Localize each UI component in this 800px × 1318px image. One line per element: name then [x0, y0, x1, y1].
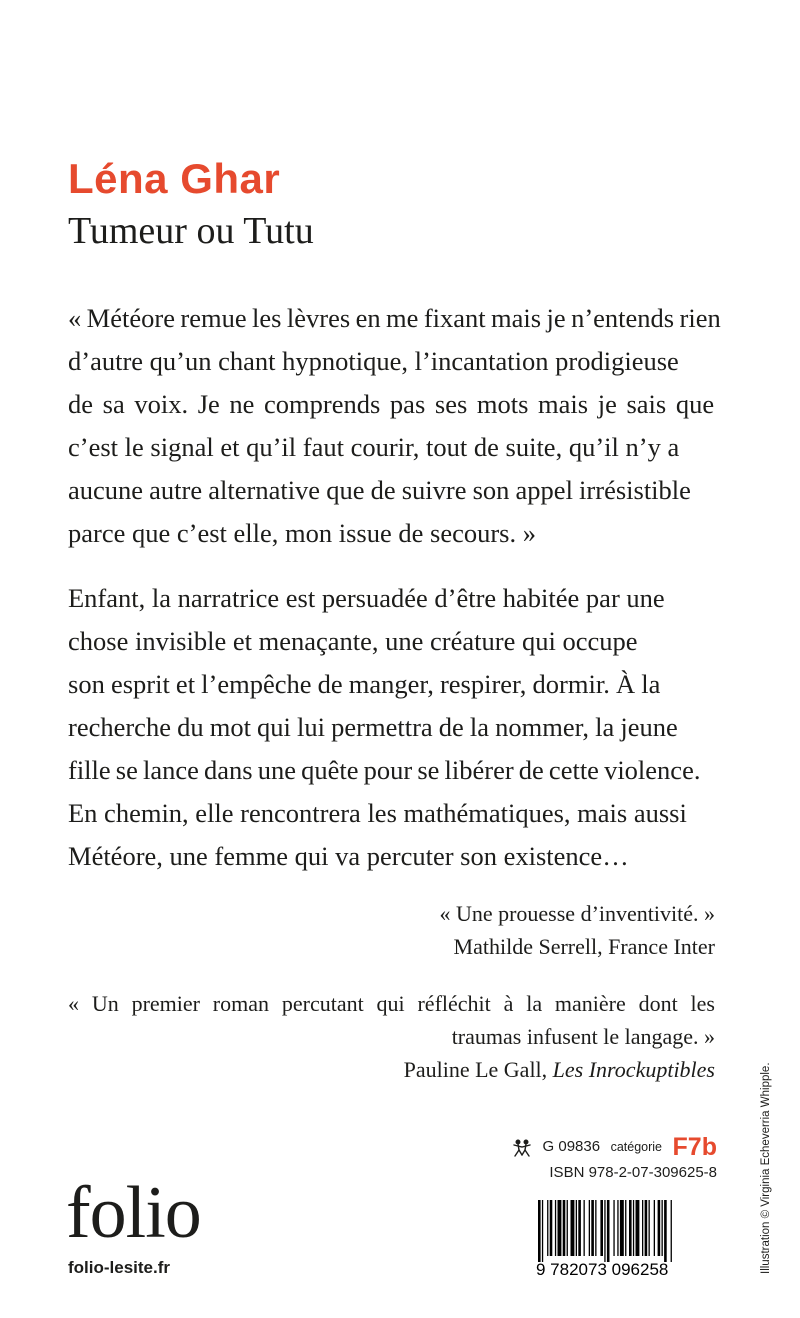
category-code: F7b: [672, 1133, 717, 1161]
barcode-bar: [662, 1200, 663, 1256]
catalog-ref: G 09836: [542, 1138, 601, 1155]
barcode-bar: [567, 1200, 568, 1256]
barcode-bar: [625, 1200, 626, 1256]
excerpt-line: de sa voix. Je ne comprends pas ses mots mais je sais que: [68, 389, 715, 419]
summary-line: Enfant, la narratrice est persuadée d’être habitée par une: [68, 583, 665, 613]
illustration-credit: Illustration © Virginia Echeverria Whipple.: [760, 1062, 772, 1274]
barcode-bar: [538, 1200, 541, 1262]
barcode-bar: [649, 1200, 650, 1256]
review-2-source-name: Pauline Le Gall,: [403, 1057, 553, 1082]
review-2-quote-line: traumas infusent le langage. »: [451, 1024, 715, 1049]
barcode-bar: [589, 1200, 590, 1256]
barcode-bar: [613, 1200, 614, 1256]
isbn-barcode: [534, 1200, 716, 1278]
summary-line: Météore, une femme qui va percuter son existence…: [68, 841, 629, 871]
catalog-codes: [512, 1133, 717, 1184]
barcode-bar: [604, 1200, 605, 1262]
category-label: catégorie: [610, 1140, 663, 1154]
excerpt-paragraph: [68, 297, 720, 555]
review-1-source: Mathilde Serrell, France Inter: [453, 934, 715, 959]
barcode-bar: [671, 1200, 672, 1262]
barcode-bar: [563, 1200, 566, 1256]
publisher-website: folio-lesite.fr: [68, 1258, 171, 1277]
barcode-bar: [642, 1200, 643, 1256]
book-title: Tumeur ou Tutu: [68, 210, 314, 252]
review-2-source-publication: Les Inrockuptibles: [552, 1057, 715, 1082]
barcode-bar: [645, 1200, 648, 1256]
barcode-bar: [542, 1200, 543, 1262]
barcode-bar: [600, 1200, 603, 1256]
excerpt-line: d’autre qu’un chant hypnotique, l’incantation prodigieuse: [68, 346, 679, 376]
folio-logo: folio: [66, 1172, 201, 1254]
review-2: [68, 987, 715, 1086]
barcode-bar: [550, 1200, 553, 1256]
excerpt-line: « Météore remue les lèvres en me fixant mais je n’entends rien: [68, 303, 721, 333]
review-2-source: [68, 1053, 715, 1086]
summary-line: fille se lance dans une quête pour se libérer de cette violence.: [68, 755, 701, 785]
dancers-icon: [512, 1138, 532, 1158]
barcode-bar: [658, 1200, 661, 1256]
review-1-quote: « Une prouesse d’inventivité. »: [439, 901, 715, 926]
author-name: Léna Ghar: [68, 155, 281, 202]
barcode-bar: [547, 1200, 548, 1256]
barcode-bar: [617, 1200, 618, 1256]
excerpt-line: aucune autre alternative que de suivre son appel irrésistible: [68, 475, 691, 505]
excerpt-line: parce que c’est elle, mon issue de secours. »: [68, 518, 536, 548]
barcode-bar: [576, 1200, 577, 1256]
summary-paragraph: [68, 577, 720, 878]
summary-line: recherche du mot qui lui permettra de la nommer, la jeune: [68, 712, 678, 742]
barcode-bar: [654, 1200, 655, 1256]
barcode-bar: [664, 1200, 667, 1262]
barcode-bar: [633, 1200, 634, 1256]
barcode-bar: [584, 1200, 585, 1256]
barcode-bar: [607, 1200, 610, 1262]
summary-line: son esprit et l’empêche de manger, respirer, dormir. À la: [68, 669, 661, 699]
barcode-bar: [629, 1200, 632, 1256]
barcode-bar: [558, 1200, 562, 1256]
barcode-digits: 9 782073 096258: [536, 1260, 669, 1278]
barcode-bar: [555, 1200, 556, 1256]
summary-line: chose invisible et menaçante, une créature qui occupe: [68, 626, 638, 656]
barcode-bar: [620, 1200, 624, 1256]
isbn: ISBN 978-2-07-309625-8: [549, 1164, 717, 1181]
excerpt-line: c’est le signal et qu’il faut courir, tout de suite, qu’il n’y a: [68, 432, 680, 462]
summary-line: En chemin, elle rencontrera les mathématiques, mais aussi: [68, 798, 687, 828]
barcode-bar: [571, 1200, 575, 1256]
review-2-quote-line: « Un premier roman percutant qui réfléchit à la manière dont les: [68, 991, 715, 1016]
barcode-bar: [578, 1200, 581, 1256]
barcode-bar: [595, 1200, 596, 1256]
barcode-bar: [591, 1200, 594, 1256]
barcode-bar: [636, 1200, 640, 1256]
review-1: [439, 897, 715, 963]
